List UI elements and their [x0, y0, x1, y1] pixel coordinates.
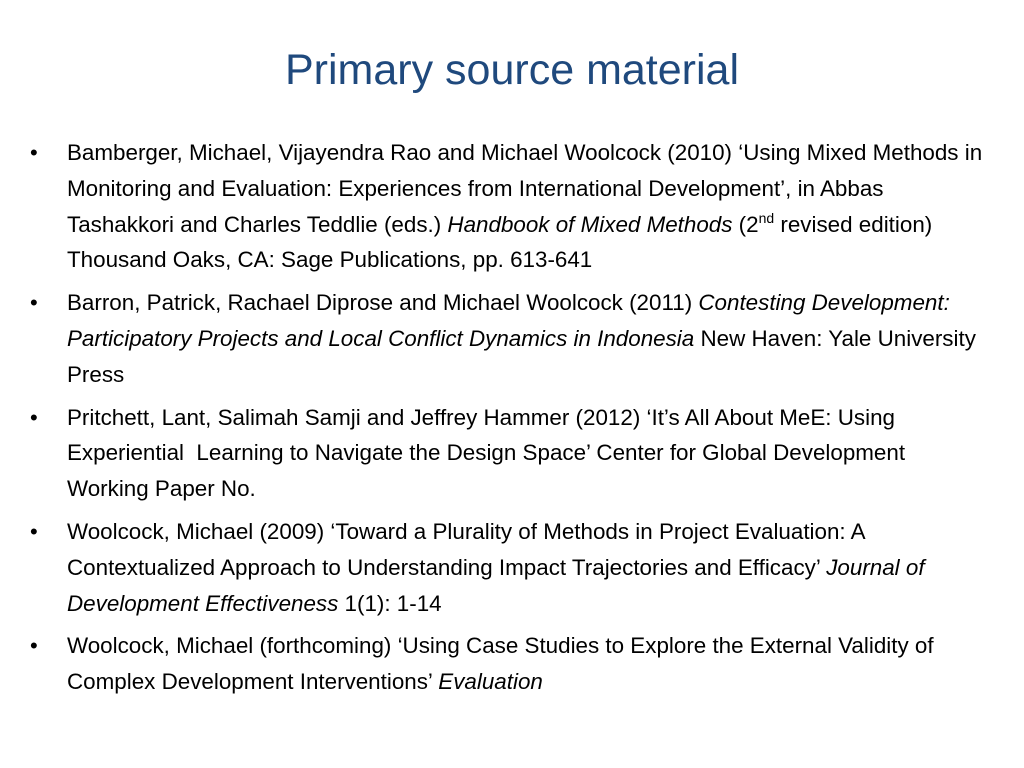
- reference-item: [28, 285, 988, 392]
- bullet-icon: •: [30, 290, 38, 316]
- reference-item: [28, 628, 988, 700]
- reference-text: 1(1): 1-14: [338, 590, 442, 616]
- bullet-icon: •: [30, 633, 38, 659]
- reference-text: Barron, Patrick, Rachael Diprose and Michael Woolcock (2011): [67, 290, 699, 316]
- reference-text: Bamberger, Michael, Vijayendra Rao and Michael Woolcock (2010) ‘Using Mixed Methods in Monitoring and Evaluation: Experiences from International Development’, in Abbas Tashakkori and Charles Teddlie (eds.): [67, 140, 983, 237]
- reference-text: Pritchett, Lant, Salimah Samji and Jeffrey Hammer (2012) ‘It’s All About MeE: Using Experiential Learning to Navigate the Design Space’ Center for Global Development Working Paper No.: [67, 404, 912, 502]
- bullet-icon: •: [30, 140, 38, 165]
- reference-text: New Haven: Yale University Press: [67, 325, 976, 387]
- bullet-icon: •: [30, 518, 38, 544]
- reference-text: revised edition) Thousand Oaks, CA: Sage Publications, pp. 613-641: [67, 211, 933, 273]
- reference-item: [28, 400, 988, 507]
- reference-title-italic: Journal of Development Effectiveness: [67, 554, 925, 616]
- ordinal-superscript: nd: [758, 209, 775, 226]
- reference-title-italic: Handbook of Mixed Methods: [447, 211, 733, 237]
- reference-text: Woolcock, Michael (forthcoming) ‘Using Case Studies to Explore the External Validity of Complex Development Interventions’: [67, 633, 934, 695]
- slide-title: Primary source material: [285, 46, 739, 94]
- reference-list: [28, 135, 988, 707]
- reference-title-italic: Contesting Development: Participatory Projects and Local Conflict Dynamics in Indonesia: [67, 290, 950, 351]
- reference-text: Woolcock, Michael (2009) ‘Toward a Plurality of Methods in Project Evaluation: A Contextualized Approach to Understanding Impact Trajectories and Efficacy’: [67, 518, 865, 580]
- bullet-icon: •: [30, 404, 38, 430]
- reference-item: [28, 135, 988, 278]
- reference-text: (2: [732, 211, 759, 237]
- reference-item: [28, 514, 988, 621]
- reference-title-italic: Evaluation: [438, 669, 543, 695]
